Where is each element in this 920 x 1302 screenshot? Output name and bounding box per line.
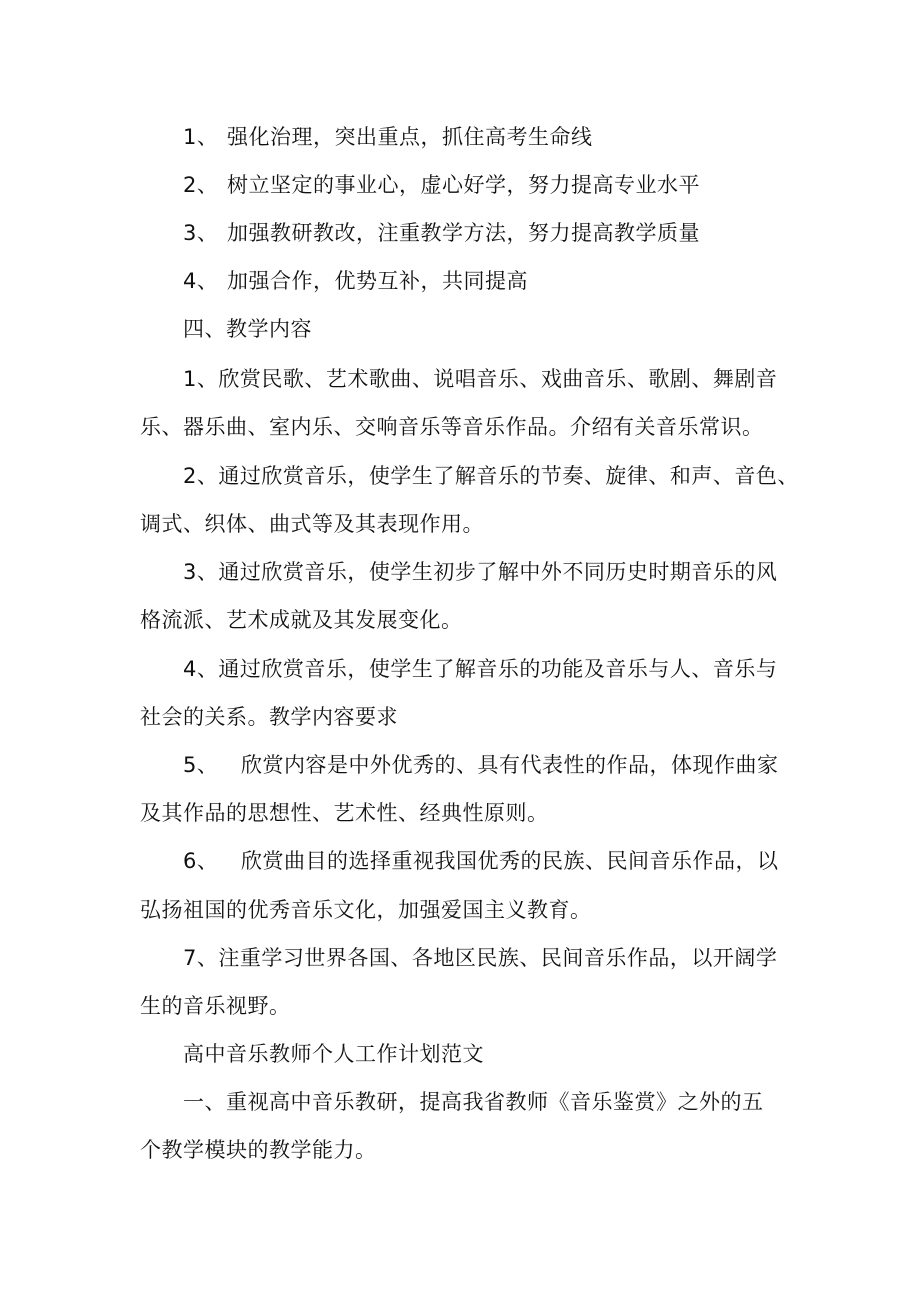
list-number: 4、 <box>183 269 219 293</box>
list-text: 欣赏曲目的选择重视我国优秀的民族、民间音乐作品，以 <box>241 849 779 873</box>
paragraph-line: 7、注重学习世界各国、各地区民族、民间音乐作品，以开阔学 <box>183 946 778 970</box>
list-number: 2、 <box>183 173 219 197</box>
list-item-6 <box>183 846 779 876</box>
paragraph-line: 及其作品的思想性、艺术性、经典性原则。 <box>140 801 549 825</box>
list-number: 3、 <box>183 221 219 245</box>
list-text: 加强教研教改，注重教学方法，努力提高教学质量 <box>227 221 700 245</box>
paragraph-line: 格流派、艺术成就及其发展变化。 <box>140 608 463 632</box>
paragraph-line: 生的音乐视野。 <box>140 994 291 1018</box>
list-item-5 <box>183 750 779 780</box>
list-item-4 <box>183 266 528 296</box>
list-item-1 <box>183 122 593 152</box>
list-number: 6、 <box>183 849 219 873</box>
section-heading: 四、教学内容 <box>183 317 312 341</box>
paragraph-line: 2、通过欣赏音乐，使学生了解音乐的节奏、旋律、和声、音色、 <box>183 464 799 488</box>
list-text: 欣赏内容是中外优秀的、具有代表性的作品，体现作曲家 <box>241 753 779 777</box>
list-item-2 <box>183 170 700 200</box>
paragraph-line: 一、重视高中音乐教研，提高我省教师《音乐鉴赏》之外的五 <box>183 1090 764 1114</box>
paragraph-line: 弘扬祖国的优秀音乐文化，加强爱国主义教育。 <box>140 898 592 922</box>
paragraph-line: 个教学模块的教学能力。 <box>140 1138 377 1162</box>
list-text: 强化治理，突出重点，抓住高考生命线 <box>227 125 593 149</box>
document-title: 高中音乐教师个人工作计划范文 <box>183 1042 484 1066</box>
list-number: 1、 <box>183 125 219 149</box>
list-text: 加强合作，优势互补，共同提高 <box>227 269 528 293</box>
list-text: 树立坚定的事业心，虚心好学，努力提高专业水平 <box>227 173 700 197</box>
paragraph-line: 3、通过欣赏音乐，使学生初步了解中外不同历史时期音乐的风 <box>183 560 778 584</box>
paragraph-line: 调式、织体、曲式等及其表现作用。 <box>140 512 484 536</box>
list-number: 5、 <box>183 753 219 777</box>
paragraph-line: 1、欣赏民歌、艺术歌曲、说唱音乐、戏曲音乐、歌剧、舞剧音 <box>183 367 778 391</box>
list-item-3 <box>183 218 700 248</box>
paragraph-line: 4、通过欣赏音乐，使学生了解音乐的功能及音乐与人、音乐与 <box>183 657 778 681</box>
paragraph-line: 乐、器乐曲、室内乐、交响音乐等音乐作品。介绍有关音乐常识。 <box>140 415 764 439</box>
paragraph-line: 社会的关系。教学内容要求 <box>140 705 398 729</box>
